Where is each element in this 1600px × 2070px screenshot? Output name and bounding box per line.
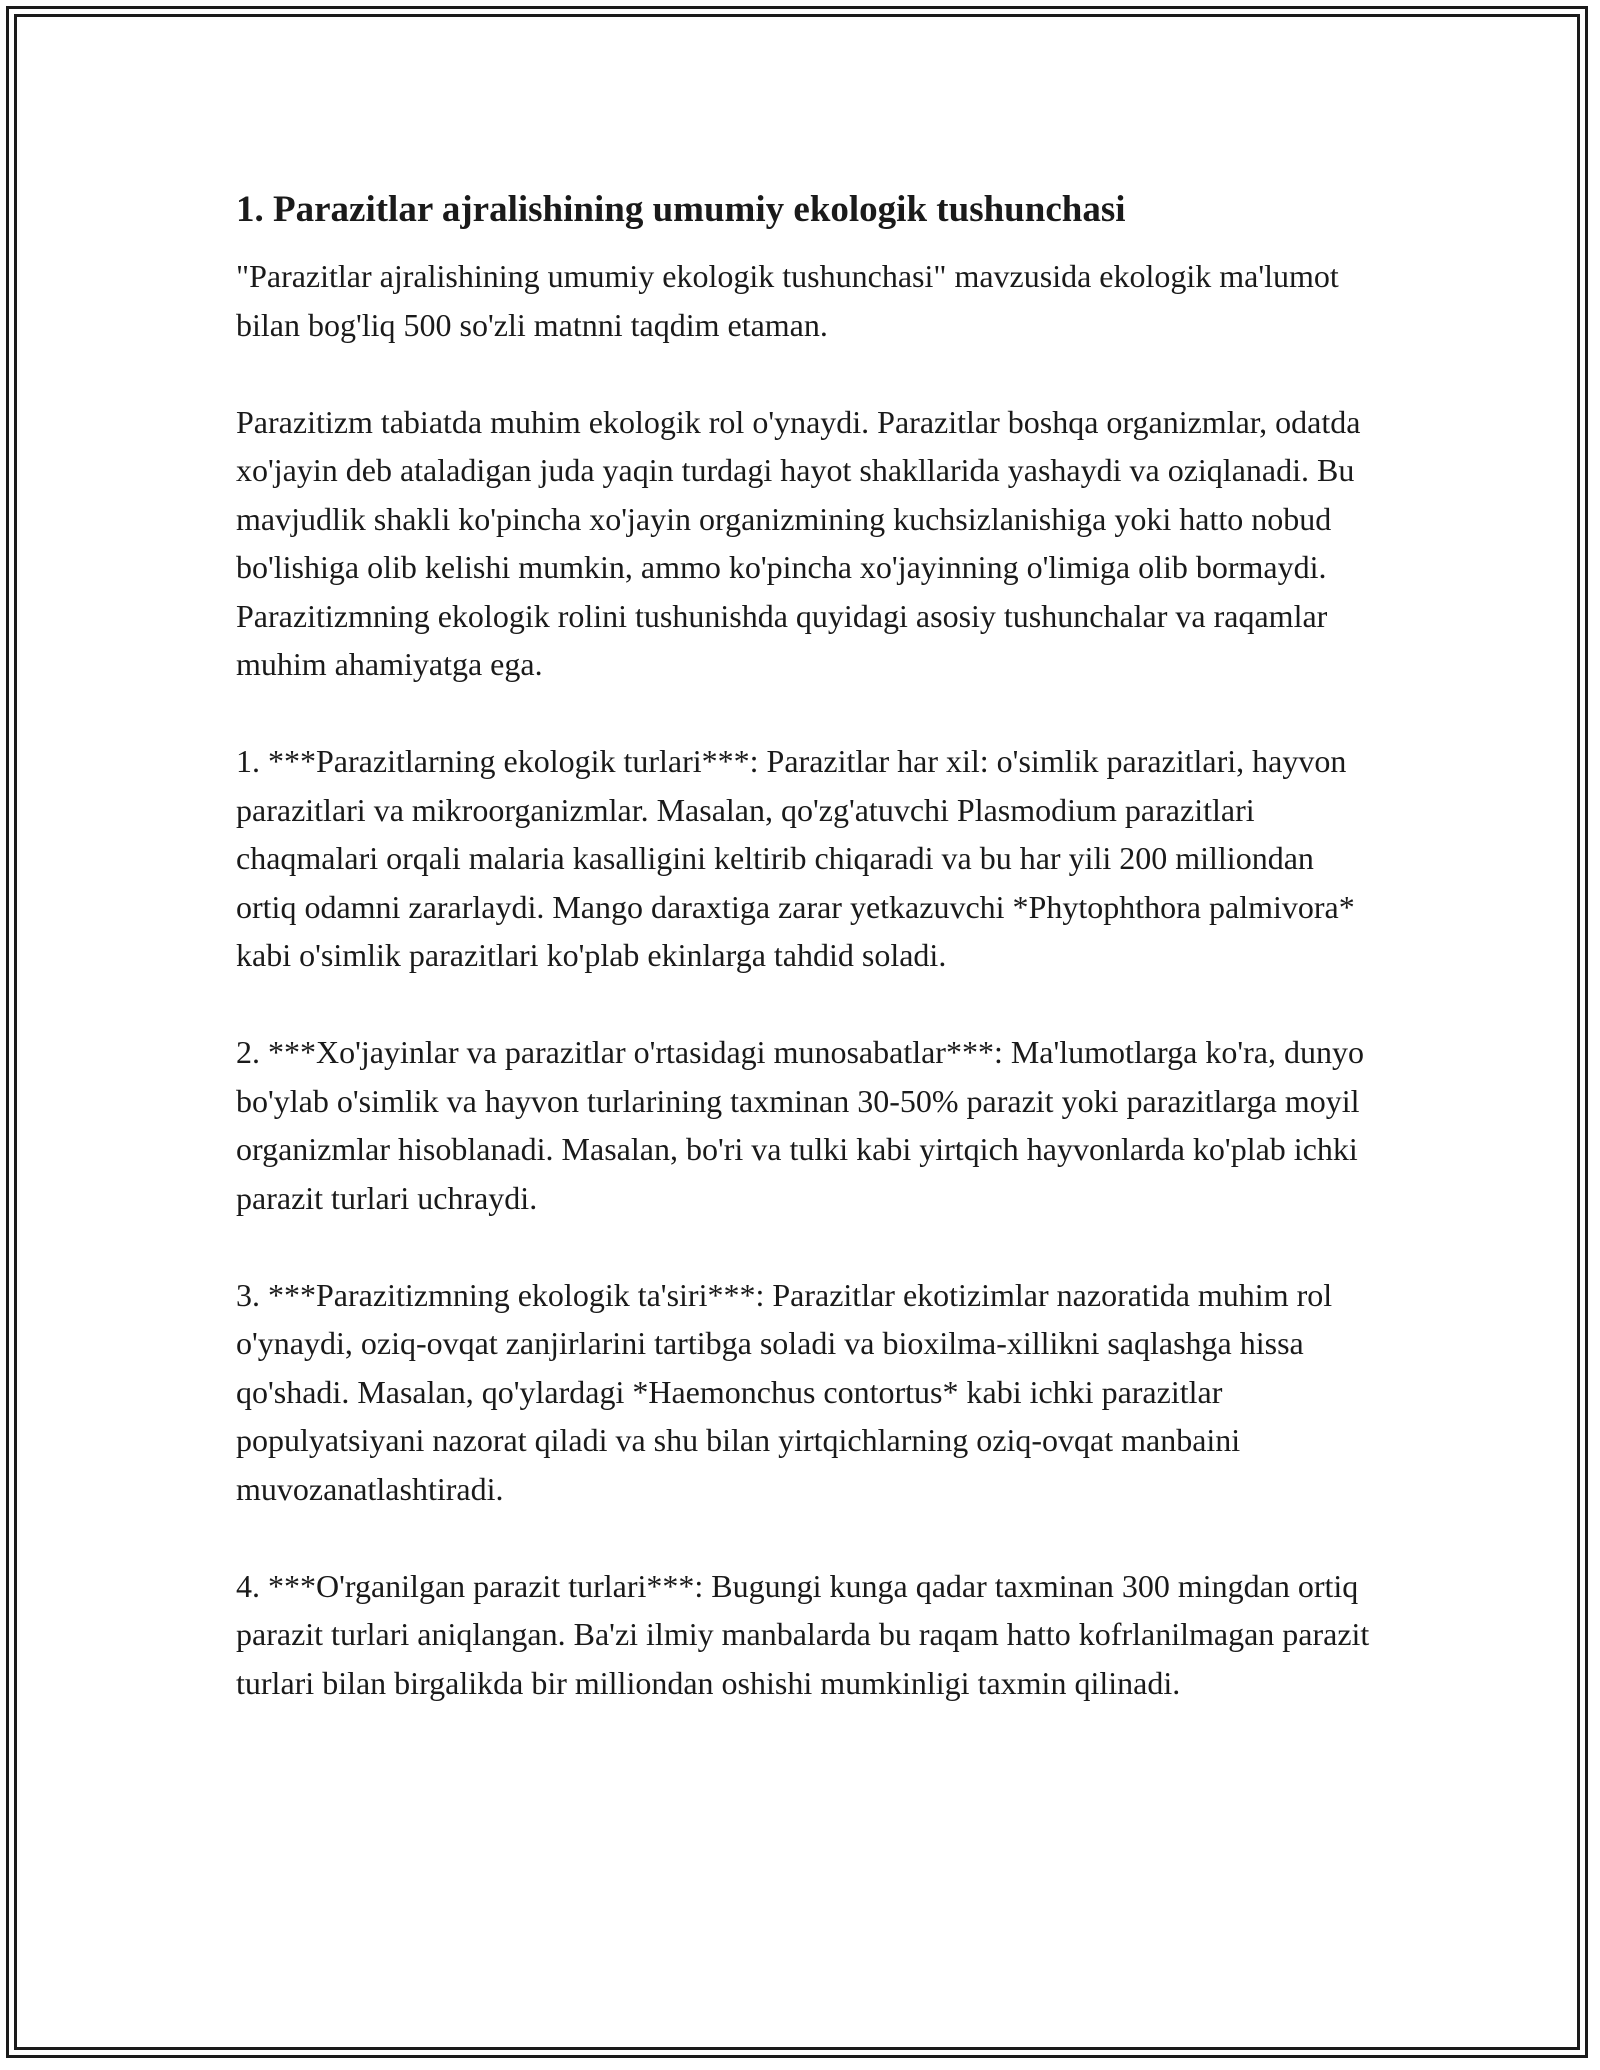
intro-paragraph: "Parazitlar ajralishining umumiy ekologik tushunchasi" mavzusida ekologik ma'lumot bilan bog'liq 500 so'zli matnni taqdim etaman. <box>236 258 1339 343</box>
section-heading: 1. Parazitlar ajralishining umumiy ekologik tushunchasi <box>236 189 1126 230</box>
parasitism-overview-paragraph: Parazitizm tabiatda muhim ekologik rol o'ynaydi. Parazitlar boshqa organizmlar, odatda xo'jayin deb ataladigan juda yaqin turdagi hayot shakllarida yashaydi va oziqlanadi. Bu mavjudlik shakli ko'pincha xo'jayin organizmining kuchsizlanishiga yoki hatto nobud bo'lishiga olib kelishi mumkin, ammo ko'pincha xo'jayinning o'limiga olib bormaydi. Parazitizmning ekologik rolini tushunishda quyidagi asosiy tushunchalar va raqamlar muhim ahamiyatga ega. <box>236 403 1361 682</box>
list-item-studied-species: 4. ***O'rganilgan parazit turlari***: Bugungi kunga qadar taxminan 300 mingdan ortiq parazit turlari aniqlangan. Ba'zi ilmiy manbalarda bu raqam hatto kofrlanilmagan parazit turlari bilan birgalikda bir milliondan oshishi mumkinligi taxmin qilinadi. <box>236 1567 1370 1701</box>
document-body <box>236 186 1376 1707</box>
list-item-host-parasite-relations: 2. ***Xo'jayinlar va parazitlar o'rtasidagi munosabatlar***: Ma'lumotlarga ko'ra, dunyo bo'ylab o'simlik va hayvon turlarining taxminan 30-50% parazit yoki parazitlarga moyil organizmlar hisoblanadi. Masalan, bo'ri va tulki kabi yirtqich hayvonlarda ko'plab ichki parazit turlari uchraydi. <box>236 1034 1364 1216</box>
list-item-parasite-types: 1. ***Parazitlarning ekologik turlari***: Parazitlar har xil: o'simlik parazitlari, hayvon parazitlari va mikroorganizmlar. Masalan, qo'zg'atuvchi Plasmodium parazitlari chaqmalari orqali malaria kasalligini keltirib chiqaradi va bu har yili 200 milliondan ortiq odamni zararlaydi. Mango daraxtiga zarar yetkazuvchi *Phytophthora palmivora* kabi o'simlik parazitlari ko'plab ekinlarga tahdid soladi. <box>236 743 1355 973</box>
list-item-ecological-impact: 3. ***Parazitizmning ekologik ta'siri***: Parazitlar ekotizimlar nazoratida muhim rol o'ynaydi, oziq-ovqat zanjirlarini tartibga soladi va bioxilma-xillikni saqlashga hissa qo'shadi. Masalan, qo'ylardagi *Haemonchus contortus* kabi ichki parazitlar populyatsiyani nazorat qiladi va shu bilan yirtqichlarning oziq-ovqat manbaini muvozanatlashtiradi. <box>236 1276 1333 1507</box>
